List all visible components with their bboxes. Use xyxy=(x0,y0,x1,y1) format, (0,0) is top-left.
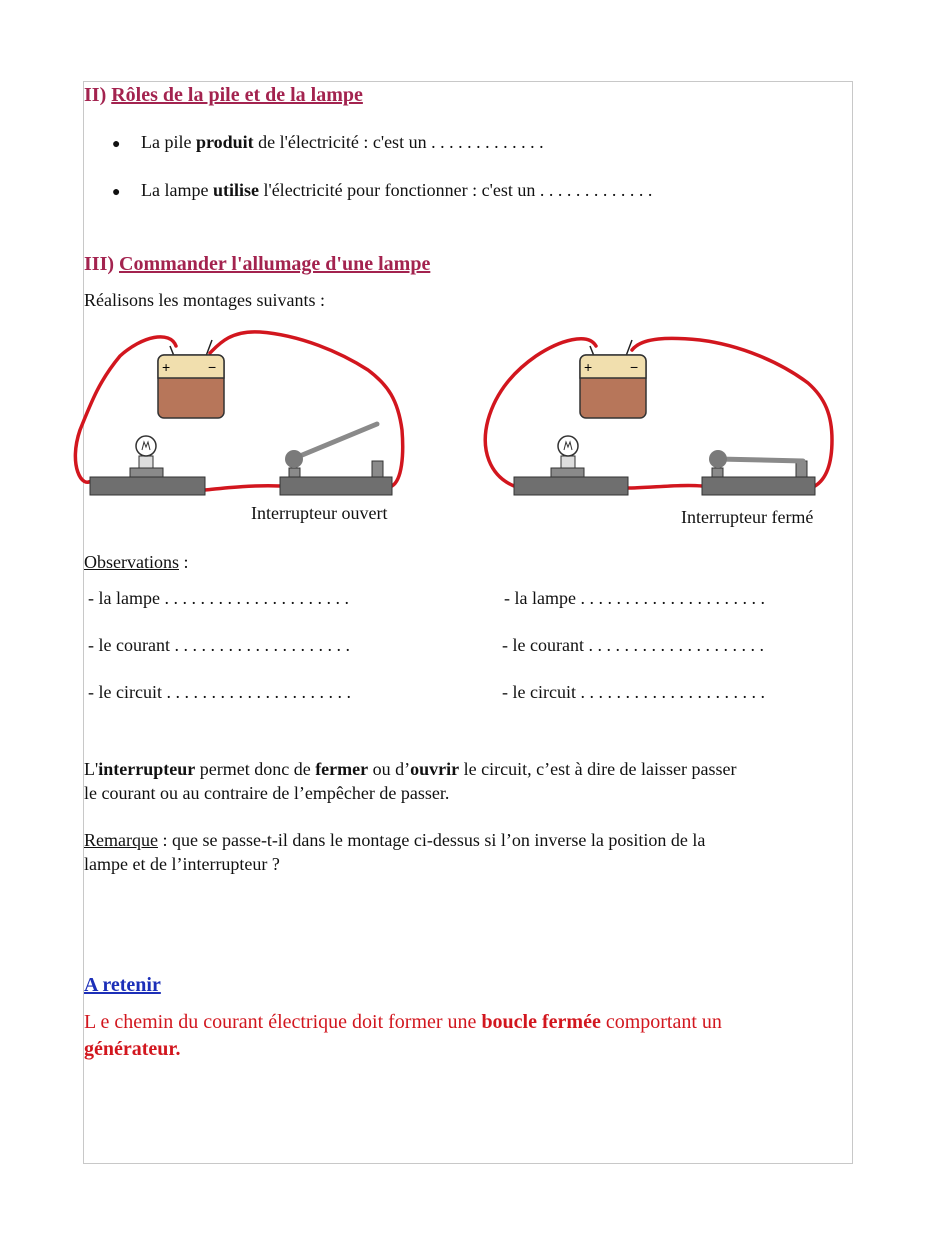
conclusion-text: L' xyxy=(84,759,99,779)
battery-minus-label: − xyxy=(208,359,217,375)
bullet-dot-icon: ● xyxy=(112,137,121,152)
bullet-dot-icon: ● xyxy=(112,185,121,200)
section2-number: II) xyxy=(84,84,107,106)
battery-minus-label: − xyxy=(630,359,639,375)
remarque-label: Remarque xyxy=(84,830,158,850)
conclusion-bold: ouvrir xyxy=(410,759,460,779)
observations-label: Observations xyxy=(84,552,179,572)
bullet-text: l'électricité pour fonctionner : c'est un . . . . . . . . . . . . . xyxy=(258,180,653,200)
bullet-text: de l'électricité : c'est un . . . . . . . . . . . . . xyxy=(253,132,544,152)
conclusion-text: ou d’ xyxy=(368,759,411,779)
closed-circuit xyxy=(485,338,832,495)
lamp-board xyxy=(514,477,628,495)
observations-colon: : xyxy=(178,552,189,572)
closed-circuit-wire xyxy=(485,338,832,488)
open-circuit xyxy=(75,332,402,495)
observation-right-circuit: - le circuit . . . . . . . . . . . . . . . . . . . . . xyxy=(502,682,765,702)
remarque-text: : que se passe-t-il dans le montage ci-dessus si l’on inverse la position de la xyxy=(157,830,706,850)
remarque-line1 xyxy=(84,830,705,851)
bullet-text: La pile xyxy=(140,132,196,152)
observation-right-current: - le courant . . . . . . . . . . . . . . . . . . . . xyxy=(502,635,764,655)
conclusion-bold: interrupteur xyxy=(98,759,196,779)
bullet-bold: produit xyxy=(195,132,254,152)
bullet-text: La lampe xyxy=(140,180,213,200)
observation-right-lamp: - la lampe . . . . . . . . . . . . . . . . . . . . . xyxy=(504,588,765,608)
closed-switch-caption: Interrupteur fermé xyxy=(681,507,814,527)
open-switch-caption: Interrupteur ouvert xyxy=(251,503,388,523)
conclusion-text: le circuit, c’est à dire de laisser passer xyxy=(459,759,737,779)
switch-board-closed xyxy=(702,477,815,495)
switch-lever-open xyxy=(295,424,377,458)
observation-left-circuit: - le circuit . . . . . . . . . . . . . . . . . . . . . xyxy=(88,682,351,702)
retenir-bold: boucle fermée xyxy=(481,1011,601,1033)
conclusion-text: permet donc de xyxy=(195,759,316,779)
section3-title: Commander l'allumage d'une lampe xyxy=(119,253,431,275)
observation-left-lamp: - la lampe . . . . . . . . . . . . . . . . . . . . . xyxy=(88,588,349,608)
retenir-text: L e chemin du courant électrique doit former une xyxy=(84,1011,482,1033)
battery-plus-label: + xyxy=(162,359,171,375)
conclusion-line1 xyxy=(84,759,737,780)
remarque-line2: lampe et de l’interrupteur ? xyxy=(84,854,280,874)
switch-board-open xyxy=(280,477,392,495)
retenir-line2: générateur. xyxy=(84,1038,181,1060)
conclusion-line2: le courant ou au contraire de l’empêcher de passer. xyxy=(84,783,450,803)
switch-lever-closed xyxy=(718,459,803,461)
section3-number: III) xyxy=(84,253,115,275)
retenir-line1 xyxy=(84,1011,722,1034)
open-circuit-wire xyxy=(75,332,402,490)
conclusion-bold: fermer xyxy=(315,759,369,779)
battery-plus-label: + xyxy=(584,359,593,375)
section2-title: Rôles de la pile et de la lampe xyxy=(111,84,363,106)
retenir-text: comportant un xyxy=(600,1011,722,1033)
observation-left-current: - le courant . . . . . . . . . . . . . . . . . . . . xyxy=(88,635,350,655)
retenir-title: A retenir xyxy=(84,974,161,996)
observations-heading xyxy=(84,552,189,573)
lamp-board xyxy=(90,477,205,495)
section3-intro: Réalisons les montages suivants : xyxy=(84,290,325,310)
bullet-bold: utilise xyxy=(212,180,259,200)
